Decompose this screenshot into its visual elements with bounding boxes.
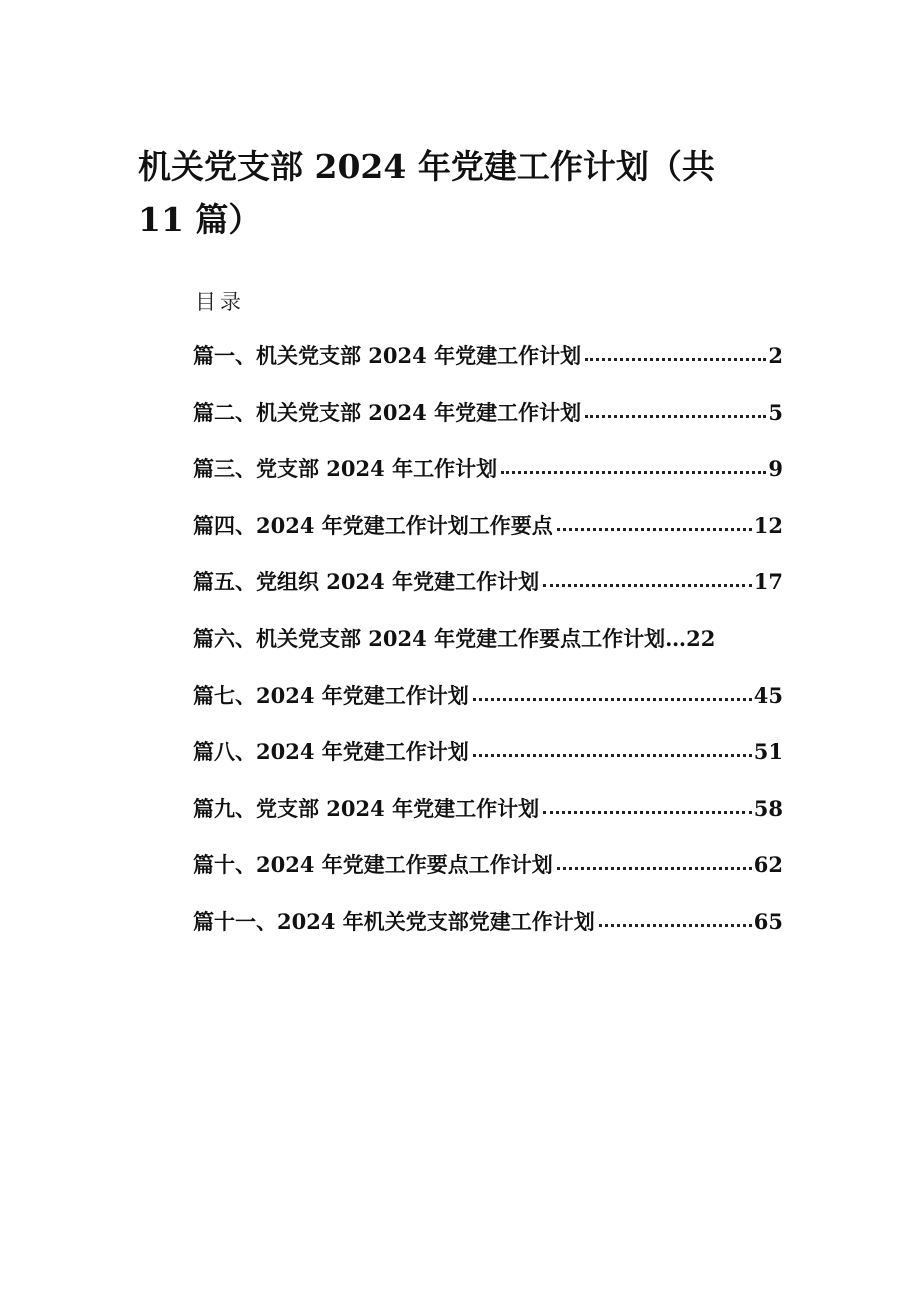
toc-entry-label: 篇二、机关党支部 2024 年党建工作计划 (193, 399, 582, 425)
toc-entry-label: 篇一、机关党支部 2024 年党建工作计划 (193, 343, 582, 368)
toc-entry-page: 51 (753, 739, 783, 765)
toc-entry[interactable] (193, 566, 783, 623)
toc-entry-label: 篇十一、2024 年机关党支部党建工作计划 (193, 908, 595, 934)
toc-leader-dots (473, 739, 752, 759)
toc-entry-page: 2 (768, 343, 783, 368)
toc-entry-label: 篇五、党组织 2024 年党建工作计划 (193, 569, 540, 595)
toc-leader-dots (501, 456, 766, 476)
toc-entry[interactable] (193, 397, 783, 454)
document-title: 机关党支部 2024 年党建工作计划（共 11 篇） (138, 147, 715, 239)
toc-entry[interactable] (193, 849, 783, 906)
toc-leader-dots (557, 852, 752, 872)
toc-entry-page: 62 (753, 852, 783, 878)
toc-entry-label: 篇六、机关党支部 2024 年党建工作要点工作计划… (193, 625, 687, 651)
toc-entry[interactable] (193, 680, 783, 737)
toc-leader-dots (585, 343, 766, 363)
toc-leader-dots (557, 513, 752, 533)
toc-entry-page: 65 (753, 908, 783, 934)
toc-entry-page: 45 (753, 682, 783, 708)
toc-entry-label: 篇三、党支部 2024 年工作计划 (193, 456, 498, 482)
toc-heading: 目录 (195, 290, 245, 314)
toc-entry-page: 58 (753, 795, 783, 821)
toc-entry-page: 12 (753, 512, 783, 538)
toc-entry-label: 篇七、2024 年党建工作计划 (193, 682, 469, 708)
toc-entry[interactable] (193, 510, 783, 567)
toc-entry-label: 篇十、2024 年党建工作要点工作计划 (193, 852, 553, 878)
toc-leader-dots (543, 796, 752, 816)
toc-entry-page: 17 (753, 569, 783, 595)
toc-leader-dots (543, 569, 752, 589)
toc-leader-dots (585, 400, 766, 420)
toc-leader-dots (599, 909, 752, 929)
toc-entry[interactable] (193, 736, 783, 793)
toc-entry-page: 5 (768, 399, 783, 425)
toc-entry[interactable] (193, 453, 783, 510)
toc-leader-dots (473, 683, 752, 703)
toc-entry-label: 篇九、党支部 2024 年党建工作计划 (193, 795, 540, 821)
toc-entry-label: 篇四、2024 年党建工作计划工作要点 (193, 512, 553, 538)
toc-entry[interactable] (193, 623, 783, 680)
toc-entry[interactable] (193, 340, 783, 397)
toc-entry[interactable] (193, 906, 783, 963)
toc-entry-page: 22 (686, 625, 716, 651)
table-of-contents (193, 340, 783, 963)
toc-entry-label: 篇八、2024 年党建工作计划 (193, 739, 469, 765)
toc-entry-page: 9 (768, 456, 783, 482)
toc-entry[interactable] (193, 793, 783, 850)
